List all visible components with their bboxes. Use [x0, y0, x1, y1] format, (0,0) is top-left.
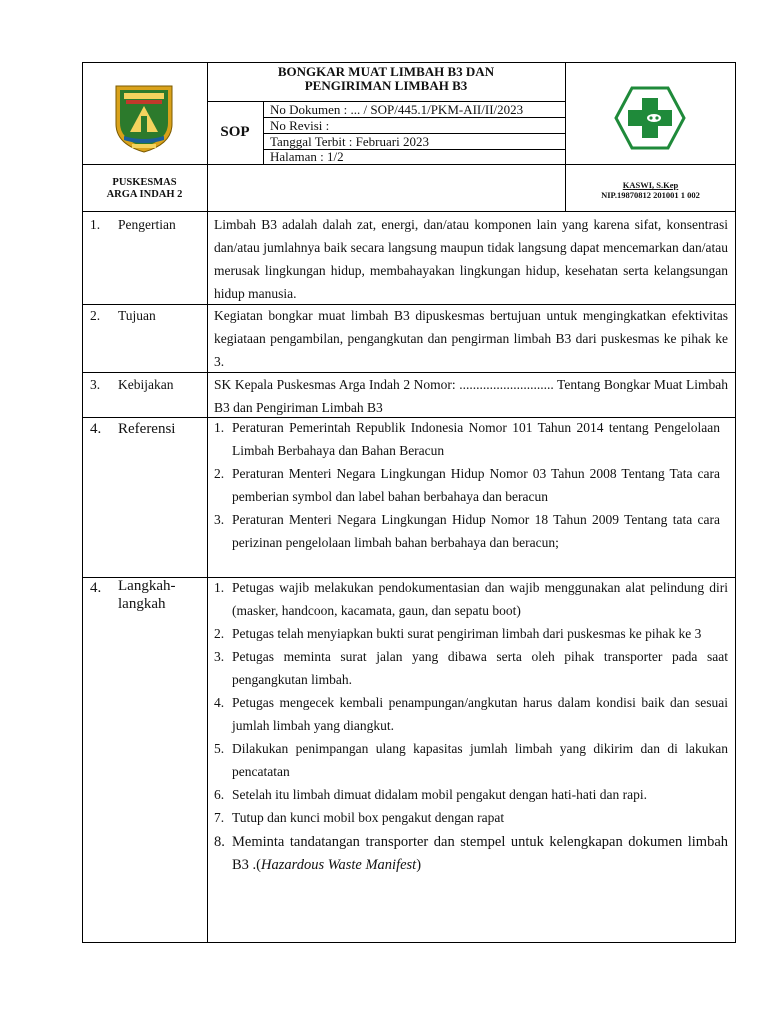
langkah-list: [214, 576, 728, 877]
divider: [82, 164, 736, 165]
regency-emblem-icon: [112, 82, 176, 154]
list-item: 4. Petugas mengecek kembali penampungan/angkutan harus dalam kondisi baik dan sesuai jumlah limbah yang diangkut.: [214, 695, 728, 733]
section-label: Tujuan: [118, 308, 156, 323]
halaman: [270, 149, 344, 164]
list-item: 5. Dilakukan penimpangan ulang kapasitas jumlah limbah yang dikirim dan di lakukan pencatatan: [214, 741, 728, 779]
list-item-italic: Hazardous Waste Manifest: [261, 857, 417, 873]
list-item-text: Peraturan Pemerintah Republik Indonesia Nomor 101 Tahun 2014 tentang Pengelolaan Limbah Berbahaya dan Bahan Beracun: [232, 420, 720, 458]
list-item-text: Petugas mengecek kembali penampungan/angkutan harus dalam kondisi baik dan sesuai jumlah limbah yang diangkut.: [232, 695, 728, 733]
section-number: 1.: [90, 217, 101, 232]
org-line: PUSKESMAS: [112, 177, 177, 188]
tanggal-terbit: [270, 134, 429, 149]
referensi-list: [214, 416, 720, 554]
tanggal-terbit-text: Tanggal Terbit : Februari 2023: [270, 134, 429, 149]
no-dokumen-text: No Dokumen : ... / SOP/445.1/PKM-AII/II/2023: [270, 102, 524, 117]
section-number: 3.: [90, 377, 101, 392]
section-number: 2.: [90, 308, 101, 323]
list-item-text: Peraturan Menteri Negara Lingkungan Hidup Nomor 03 Tahun 2008 Tentang Tata cara pemberian symbol dan label bahan berbahaya dan beracun: [232, 466, 720, 504]
section-label: Pengertian: [118, 217, 176, 232]
section-label: Kebijakan: [118, 377, 174, 392]
section-number: 4.: [90, 580, 102, 596]
list-item-text: Petugas wajib melakukan pendokumentasian dan wajib menggunakan alat pelindung diri (masker, handcoon, kacamata, gaun, dan sepatu boot): [232, 580, 728, 618]
document-title: [207, 65, 565, 93]
org-line: ARGA INDAH 2: [106, 189, 183, 200]
list-item-text: Peraturan Menteri Negara Lingkungan Hidup Nomor 18 Tahun 2009 Tentang tata cara perizinan pengelolaan limbah bahan berbahaya dan beracun;: [232, 512, 720, 550]
list-item-text: Petugas telah menyiapkan bukti surat pengiriman limbah dari puskesmas ke pihak ke 3: [232, 626, 702, 641]
tujuan-text: Kegiatan bongkar muat limbah B3 dipuskesmas bertujuan untuk mengingkatkan efektivitas kegiataan pengambilan, pengangkutan dan pengirman limbah B3 dari puskesmas ke pihak ke 3.: [214, 308, 728, 369]
list-item: 6. Setelah itu limbah dimuat didalam mobil pengakut dengan hati-hati dan rapi.: [214, 787, 648, 802]
list-item-text: Dilakukan penimpangan ulang kapasitas jumlah limbah yang dikirim dan di lakukan pencatatan: [232, 741, 728, 779]
halaman-text: Halaman : 1/2: [270, 149, 344, 164]
list-item-text: Setelah itu limbah dimuat didalam mobil pengakut dengan hati-hati dan rapi.: [232, 787, 648, 802]
organization-name: [82, 177, 207, 201]
section-label: [118, 577, 175, 613]
no-dokumen: [270, 102, 523, 117]
signer-name: KASWI, S.Kep: [622, 180, 679, 190]
title-line: PENGIRIMAN LIMBAH B3: [304, 78, 468, 93]
list-item: 3. Peraturan Menteri Negara Lingkungan Hidup Nomor 18 Tahun 2009 Tentang tata cara perizinan pengelolaan limbah bahan berbahaya dan beracun;: [214, 512, 720, 550]
list-item-text: Meminta tandatangan transporter dan stempel untuk kelengkapan dokumen limbah B3 .(: [232, 834, 728, 873]
no-revisi-text: No Revisi :: [270, 118, 330, 133]
list-item: 8. Meminta tandatangan transporter dan stempel untuk kelengkapan dokumen limbah B3 .(Hazardous Waste Manifest): [214, 834, 728, 873]
label-line: langkah: [118, 596, 166, 612]
list-item-text: Petugas meminta surat jalan yang dibawa serta oleh pihak transporter pada saat pengangkutan limbah.: [232, 649, 728, 687]
signer-block: [565, 180, 736, 200]
list-item: 3. Petugas meminta surat jalan yang dibawa serta oleh pihak transporter pada saat pengangkutan limbah.: [214, 649, 728, 687]
list-item: 1. Petugas wajib melakukan pendokumentasian dan wajib menggunakan alat pelindung diri (masker, handcoon, kacamata, gaun, dan sepatu boot): [214, 580, 728, 618]
sop-label: SOP: [220, 124, 250, 140]
signer-nip: NIP.19870812 201001 1 002: [601, 190, 700, 200]
list-item-text: Tutup dan kunci mobil box pengakut dengan rapat: [232, 810, 505, 825]
list-item-text: ): [416, 857, 422, 873]
list-item: 2. Petugas telah menyiapkan bukti surat pengiriman limbah dari puskesmas ke pihak ke 3: [214, 626, 702, 641]
no-revisi: [270, 118, 329, 133]
label-line: Langkah-: [118, 578, 176, 594]
list-item: 2. Peraturan Menteri Negara Lingkungan Hidup Nomor 03 Tahun 2008 Tentang Tata cara pemberian symbol dan label bahan berbahaya dan beracun: [214, 466, 720, 504]
section-label: Referensi: [118, 421, 176, 437]
list-item: 1. Peraturan Pemerintah Republik Indonesia Nomor 101 Tahun 2014 tentang Pengelolaan Limbah Berbahaya dan Bahan Beracun: [214, 420, 720, 458]
puskesmas-cross-icon: [614, 86, 686, 150]
section-number: 4.: [90, 421, 102, 437]
title-line: BONGKAR MUAT LIMBAH B3 DAN: [277, 64, 495, 79]
kebijakan-text: SK Kepala Puskesmas Arga Indah 2 Nomor: ............................ Tentang Bongkar Muat Limbah B3 dan Pengiriman Limbah B3: [214, 377, 728, 415]
pengertian-text: Limbah B3 adalah dalah zat, energi, dan/atau komponen lain yang karena sifat, konsentrasi dan/atau jumlahnya baik secara langsung maupun tidak langsung dapat mencemarkan dan/atau merusak lingkungan hidup, membahayakan lingkungan hidup, kesehatan serta kelangsungan hidup manusia.: [214, 217, 728, 301]
list-item: 7. Tutup dan kunci mobil box pengakut dengan rapat: [214, 810, 505, 825]
